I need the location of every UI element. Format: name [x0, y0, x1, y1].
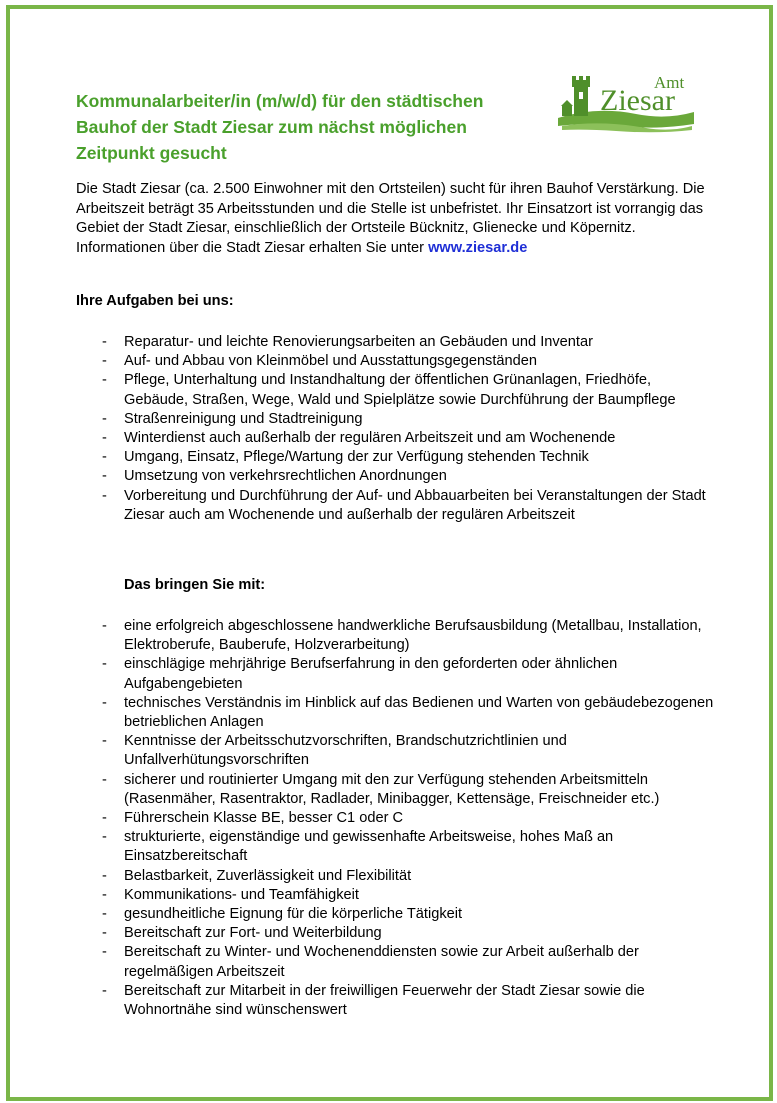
- list-item: - gesundheitliche Eignung für die körperliche Tätigkeit: [76, 905, 716, 924]
- intro-paragraph: [76, 180, 716, 258]
- list-item: - Umgang, Einsatz, Pflege/Wartung der zur Verfügung stehenden Technik: [76, 448, 716, 467]
- list-item: - Führerschein Klasse BE, besser C1 oder C: [76, 809, 716, 828]
- list-item: - Kommunikations- und Teamfähigkeit: [76, 886, 716, 905]
- list-item: - sicherer und routinierter Umgang mit den zur Verfügung stehenden Arbeitsmitteln (Rasenmäher, Rasentraktor, Radlader, Minibagger, Kettensäge, Freischneider etc.): [76, 771, 716, 809]
- intro-text: Die Stadt Ziesar (ca. 2.500 Einwohner mit den Ortsteilen) sucht für ihren Bauhof Verstärkung. Die Arbeitszeit beträgt 35 Arbeitsstunden und die Stelle ist unbefristet. Ihr Einsatzort ist vorrangig das Gebiet der Stadt Ziesar, einschließlich der Ortsteile Bücknitz, Glienecke und Köpernitz.: [76, 181, 705, 237]
- list-item: - Straßenreinigung und Stadtreinigung: [76, 410, 716, 429]
- list-item: - Kenntnisse der Arbeitsschutzvorschriften, Brandschutzrichtlinien und Unfallverhütungsvorschriften: [76, 732, 716, 770]
- requirements-heading: Das bringen Sie mit:: [124, 577, 266, 593]
- info-text: Informationen über die Stadt Ziesar erhalten Sie unter: [76, 239, 429, 256]
- list-item: - eine erfolgreich abgeschlossene handwerkliche Berufsausbildung (Metallbau, Installation, Elektroberufe, Bauberufe, Holzverarbeitung): [76, 617, 716, 655]
- tasks-heading: Ihre Aufgaben bei uns:: [76, 293, 234, 309]
- list-item: - Reparatur- und leichte Renovierungsarbeiten an Gebäuden und Inventar: [76, 333, 716, 352]
- requirements-list: [76, 617, 716, 1020]
- list-item: - Bereitschaft zur Mitarbeit in der freiwilligen Feuerwehr der Stadt Ziesar sowie die Wohnortnähe sind wünschenswert: [76, 982, 716, 1020]
- job-title: Kommunalarbeiter/in (m/w/d) für den städtischen Bauhof der Stadt Ziesar zum nächst möglichen Zeitpunkt gesucht: [76, 91, 484, 163]
- list-item: - Belastbarkeit, Zuverlässigkeit und Flexibilität: [76, 867, 716, 886]
- logo-amt-text: Amt: [654, 73, 685, 92]
- list-item: - strukturierte, eigenständige und gewissenhafte Arbeitsweise, hohes Maß an Einsatzbereitschaft: [76, 828, 716, 866]
- logo-ziesar-text: Ziesar: [600, 84, 675, 117]
- list-item: - Bereitschaft zu Winter- und Wochenenddiensten sowie zur Arbeit außerhalb der regelmäßigen Arbeitszeit: [76, 943, 716, 981]
- list-item: - technisches Verständnis im Hinblick auf das Bedienen und Warten von gebäudebezogenen betrieblichen Anlagen: [76, 694, 716, 732]
- website-link[interactable]: www.ziesar.de: [428, 239, 528, 256]
- list-item: - einschlägige mehrjährige Berufserfahrung in den geforderten oder ähnlichen Aufgabengebieten: [76, 655, 716, 693]
- tasks-list: [76, 333, 716, 525]
- list-item: - Winterdienst auch außerhalb der regulären Arbeitszeit und am Wochenende: [76, 429, 716, 448]
- list-item: - Pflege, Unterhaltung und Instandhaltung der öffentlichen Grünanlagen, Friedhöfe, Gebäude, Straßen, Wege, Wald und Spielplätze sowie Durchführung der Baumpflege: [76, 371, 716, 409]
- list-item: - Umsetzung von verkehrsrechtlichen Anordnungen: [76, 467, 716, 486]
- list-item: - Auf- und Abbau von Kleinmöbel und Ausstattungsgegenständen: [76, 352, 716, 371]
- list-item: - Vorbereitung und Durchführung der Auf- und Abbauarbeiten bei Veranstaltungen der Stadt Ziesar auch am Wochenende und außerhalb der regulären Arbeitszeit: [76, 487, 716, 525]
- list-item: - Bereitschaft zur Fort- und Weiterbildung: [76, 924, 716, 943]
- amt-ziesar-logo: [556, 68, 696, 134]
